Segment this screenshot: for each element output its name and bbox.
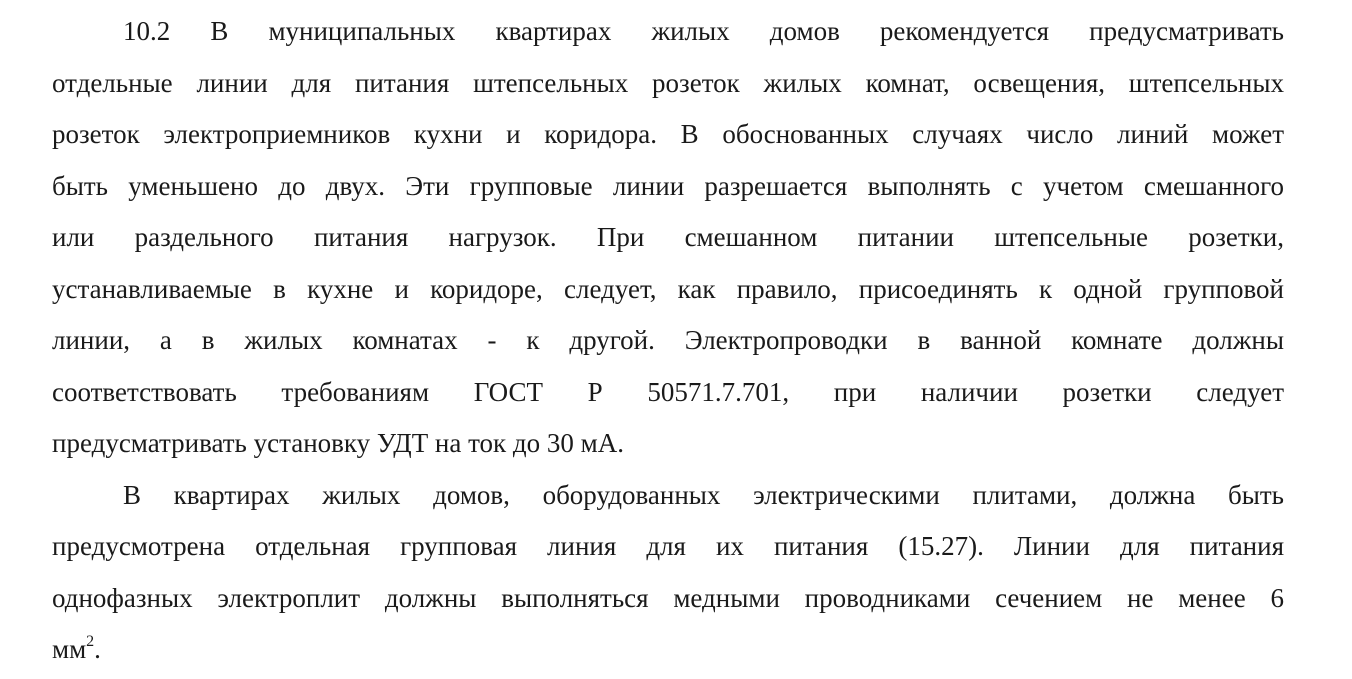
paragraph-electric-stoves — [52, 470, 1284, 676]
paragraph-10-2 — [52, 6, 1284, 470]
text-line: отдельные линии для питания штепсельных розеток жилых комнат, освещения, штепсельных — [52, 67, 1284, 98]
text-line: розеток электроприемников кухни и коридора. В обоснованных случаях число линий может — [52, 119, 1284, 149]
text-line: быть уменьшено до двух. Эти групповые линии разрешается выполнять с учетом смешанного — [52, 170, 1284, 201]
text-line: однофазных электроплит должны выполняться медными проводниками сечением не менее 6 — [52, 582, 1284, 613]
text-line: линии, а в жилых комнатах - к другой. Электропроводки в ванной комнате должны — [52, 325, 1284, 355]
unit-mm: мм — [52, 634, 87, 664]
text-line — [52, 624, 1284, 676]
text-line: соответствовать требованиям ГОСТ Р 50571.7.701, при наличии розетки следует — [52, 376, 1284, 407]
period: . — [94, 634, 101, 664]
document-page — [52, 6, 1284, 676]
text-line: В квартирах жилых домов, оборудованных электрическими плитами, должна быть — [123, 479, 1284, 510]
text-line: устанавливаемые в кухне и коридоре, следует, как правило, присоединять к одной групповой — [52, 273, 1284, 304]
text-line: предусматривать установку УДТ на ток до 30 мА. — [52, 428, 624, 458]
text-line: 10.2 В муниципальных квартирах жилых домов рекомендуется предусматривать — [123, 16, 1284, 46]
superscript-2: 2 — [86, 633, 95, 650]
text-line: или раздельного питания нагрузок. При смешанном питании штепсельные розетки, — [52, 222, 1284, 252]
text-line: предусмотрена отдельная групповая линия для их питания (15.27). Линии для питания — [52, 531, 1284, 561]
